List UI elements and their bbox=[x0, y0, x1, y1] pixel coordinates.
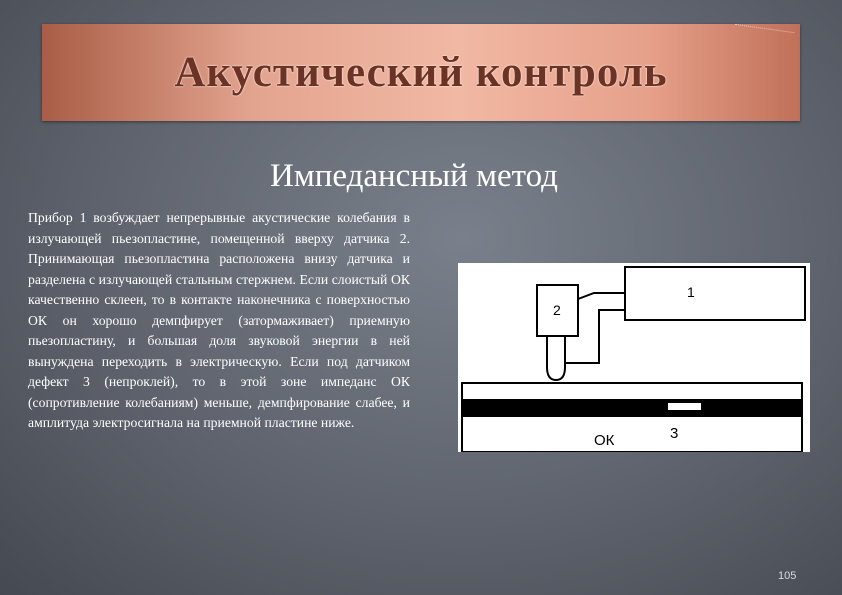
impedance-method-diagram bbox=[458, 263, 810, 452]
diagram-svg bbox=[458, 263, 810, 452]
adhesive-layer bbox=[461, 400, 803, 416]
slide-title: Акустический контроль bbox=[174, 49, 668, 96]
device-label: 1 bbox=[687, 284, 695, 300]
title-band bbox=[42, 24, 800, 121]
wire-top bbox=[578, 293, 625, 299]
page-number: 105 bbox=[778, 570, 797, 582]
sensor-label: 2 bbox=[553, 302, 561, 318]
object-label: ОК bbox=[594, 432, 615, 449]
defect-mark bbox=[668, 403, 701, 410]
defect-label: 3 bbox=[670, 425, 679, 442]
sensor-tip bbox=[547, 336, 565, 380]
top-layer bbox=[462, 383, 802, 400]
base-layer bbox=[462, 416, 802, 452]
slide-subtitle: Импедансный метод bbox=[270, 158, 558, 194]
body-paragraph: Прибор 1 возбуждает непрерывные акустические колебания в излучающей пьезопластине, помещенной вверху датчика 2. Принимающая пьезопластина расположена внизу датчика и разделена с излучающей стальным стержнем. Если слоистый ОК качественно склеен, то в контакте наконечника с поверхностью ОК он хорошо демпфирует (затормаживает) приемную пьезопластину, и большая доля звуковой энергии в ней вынуждена переходить в электрическую. Если под датчиком дефект 3 (непроклей), то в этой зоне импеданс ОК (сопротивление колебаниям) меньше, демпфирование слабее, и амплитуда электросигнала на приемной пластине ниже. bbox=[28, 210, 410, 430]
device-box bbox=[625, 267, 805, 320]
